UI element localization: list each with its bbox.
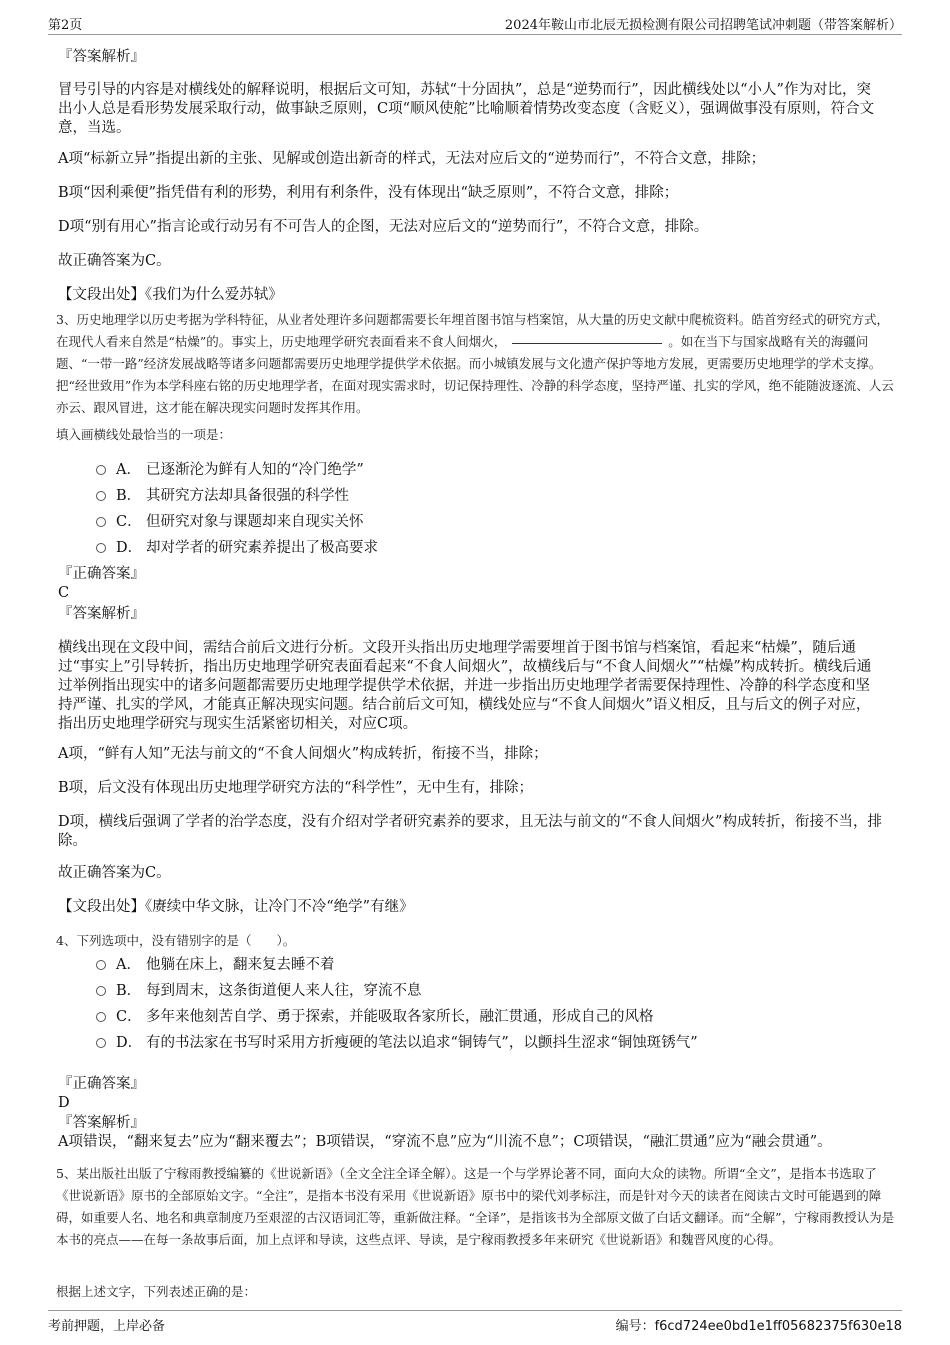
radio-icon[interactable]: [96, 986, 106, 996]
q3-stem: [56, 309, 898, 419]
q3-option-d[interactable]: [96, 535, 378, 561]
q3-conclusion: 故正确答案为C。: [58, 865, 171, 881]
q3-answer-label: 『正确答案』: [58, 566, 145, 582]
option-label: B．: [116, 983, 142, 999]
radio-icon[interactable]: [96, 465, 106, 475]
option-text: 有的书法家在书写时采用方折瘦硬的笔法以追求“铜铸气”，以颤抖生涩求“铜蚀斑锈气”: [146, 1035, 698, 1051]
q4-option-b[interactable]: [96, 978, 698, 1004]
radio-icon[interactable]: [96, 517, 106, 527]
page-header: [48, 12, 902, 35]
q5-stem: 5、某出版社出版了宁稼雨教授编纂的《世说新语》（全文全注全译全解）。这是一个与学界论著不同，面向大众的读物。所谓“全文”，是指本书选取了《世说新语》原书的全部原始文字。“全注”，是指本书没有采用《世说新语》原书中的梁代刘孝标注，而是针对今天的读者在阅读古文时可能遇到的障碍，如重要人名、地名和典章制度乃至艰涩的古汉语词汇等，重新做注释。“全译”，是指该书为全部原文做了白话文翻译。而“全解”，宁稼雨教授认为是本书的亮点——在每一条故事后面，加上点评和导读，这些点评、导读，是宁稼雨教授多年来研究《世说新语》和魏晋风度的心得。: [56, 1166, 895, 1247]
q4-answer: D: [58, 1095, 70, 1111]
q3-fill-blank: [512, 342, 662, 344]
option-text: 每到周末，这条街道便人来人往，穿流不息: [146, 983, 422, 999]
q3-options: [96, 457, 378, 561]
q3-option-a-note: A项，“鲜有人知”无法与前文的“不食人间烟火”构成转折，衔接不当，排除；: [58, 746, 548, 762]
q3-answer: C: [58, 585, 70, 601]
option-label: D．: [116, 540, 143, 556]
q3-source: 【文段出处】《赓续中华文脉，让冷门不冷“绝学”有继》: [58, 899, 414, 915]
option-text: 但研究对象与课题却来自现实关怀: [146, 514, 364, 530]
q2-source: 【文段出处】《我们为什么爱苏轼》: [58, 287, 283, 303]
q3-option-b[interactable]: [96, 483, 378, 509]
option-text: 他躺在床上，翻来复去睡不着: [146, 957, 335, 973]
q2-option-b-note: B项“因利乘便”指凭借有利的形势，利用有利条件，没有体现出“缺乏原则”，不符合文意，排除；: [58, 185, 679, 201]
q3-stem-after: 。如在当下与国家战略有关的海疆问题、“一带一路”经济发展战略等诸多问题都需要历史地理学提供学术依据。而小城镇发展与文化遗产保护等地方发展，更需要历史地理学的学术支撑。把“经世致用”作为本学科座右铭的历史地理学者，在面对现实需求时，切记保持理性、冷静的科学态度，坚持严谨、扎实的学风，绝不能随波逐流、人云亦云、跟风冒进，这才能在解决现实问题时发挥其作用。: [56, 334, 894, 415]
q3-option-d-note: D项，横线后强调了学者的治学态度，没有介绍对学者研究素养的要求，且无法与前文的“不食人间烟火”构成转折，衔接不当，排除。: [58, 814, 882, 849]
q3-option-c[interactable]: [96, 509, 378, 535]
radio-icon[interactable]: [96, 491, 106, 501]
page-footer: [48, 1310, 902, 1335]
option-label: C．: [116, 1009, 142, 1025]
q3-option-b-note: B项，后文没有体现出历史地理学研究方法的“科学性”，无中生有，排除；: [58, 780, 533, 796]
footer-slogan: 考前押题，上岸必备: [48, 1319, 166, 1334]
q3-analysis: 横线出现在文段中间，需结合前后文进行分析。文段开头指出历史地理学需要埋首于图书馆与档案馆，看起来“枯燥”，随后通过“事实上”引导转折，指出历史地理学研究表面看起来“不食人间烟火”，故横线后与“不食人间烟火”“枯燥”构成转折。横线后通过举例指出现实中的诸多问题都需要历史地理学提供学术依据，并进一步指出历史地理学者需要保持理性、冷静的科学态度和坚持严谨、扎实的学风，才能真正解决现实问题。结合前后文可知，横线处应与“不食人间烟火”语义相反，且与后文的例子对应，指出历史地理学研究与现实生活紧密切相关，对应C项。: [58, 640, 872, 732]
q2-analysis: 冒号引导的内容是对横线处的解释说明，根据后文可知，苏轼“十分固执”，总是“逆势而行”，因此横线处以“小人”作为对比，突出小人总是看形势发展采取行动，做事缺乏原则，C项“顺风使舵”比喻顺着情势改变态度（含贬义），强调做事没有原则，符合文意，当选。: [58, 82, 875, 136]
q4-analysis: A项错误，“翻来复去”应为“翻来覆去”；B项错误，“穿流不息”应为“川流不息”；C项错误，“融汇贯通”应为“融会贯通”。: [58, 1134, 832, 1150]
q5-prompt: 根据上述文字，下列表述正确的是：: [56, 1284, 257, 1299]
q4-option-c[interactable]: [96, 1004, 698, 1030]
q3-stem-before: 3、历史地理学以历史考据为学科特征，从业者处理许多问题都需要长年埋首图书馆与档案馆，从大量的历史文献中爬梳资料。皓首穷经式的研究方式，在现代人看来自然是“枯燥”的。事实上，历史地理学研究表面看来不食人间烟火，: [56, 312, 889, 349]
document-code: 编号：f6cd724ee0bd1e1ff05682375f630e18: [615, 1319, 902, 1334]
q2-analysis-label: 『答案解析』: [58, 49, 145, 65]
q4-answer-label: 『正确答案』: [58, 1076, 145, 1092]
option-label: B．: [116, 488, 142, 504]
q2-conclusion: 故正确答案为C。: [58, 253, 171, 269]
radio-icon[interactable]: [96, 1038, 106, 1048]
option-label: A．: [116, 462, 141, 478]
option-label: A．: [116, 957, 141, 973]
q4-stem: 4、下列选项中，没有错别字的是（ ）。: [56, 933, 296, 948]
q4-options: [96, 952, 698, 1056]
option-text: 却对学者的研究素养提出了极高要求: [146, 540, 378, 556]
radio-icon[interactable]: [96, 543, 106, 553]
option-text: 已逐渐沦为鲜有人知的“冷门绝学”: [146, 462, 364, 478]
q2-option-a-note: A项“标新立异”指提出新的主张、见解或创造出新奇的样式，无法对应后文的“逆势而行”，不符合文意，排除；: [58, 151, 766, 167]
option-label: C．: [116, 514, 142, 530]
q4-option-d[interactable]: [96, 1030, 698, 1056]
q2-option-d-note: D项“别有用心”指言论或行动另有不可告人的企图，无法对应后文的“逆势而行”，不符合文意，排除。: [58, 219, 709, 235]
option-text: 多年来他刻苦自学、勇于探索，并能吸取各家所长，融汇贯通，形成自己的风格: [146, 1009, 654, 1025]
radio-icon[interactable]: [96, 960, 106, 970]
q4-option-a[interactable]: [96, 952, 698, 978]
q4-analysis-label: 『答案解析』: [58, 1115, 145, 1131]
option-text: 其研究方法却具备很强的科学性: [146, 488, 349, 504]
q3-prompt: 填入画横线处最恰当的一项是：: [56, 427, 232, 442]
q3-option-a[interactable]: [96, 457, 378, 483]
option-label: D．: [116, 1035, 143, 1051]
document-title: 2024年鞍山市北辰无损检测有限公司招聘笔试冲刺题（带答案解析）: [504, 18, 902, 33]
page-number: 第2页: [48, 18, 83, 33]
q3-analysis-label: 『答案解析』: [58, 606, 145, 622]
radio-icon[interactable]: [96, 1012, 106, 1022]
